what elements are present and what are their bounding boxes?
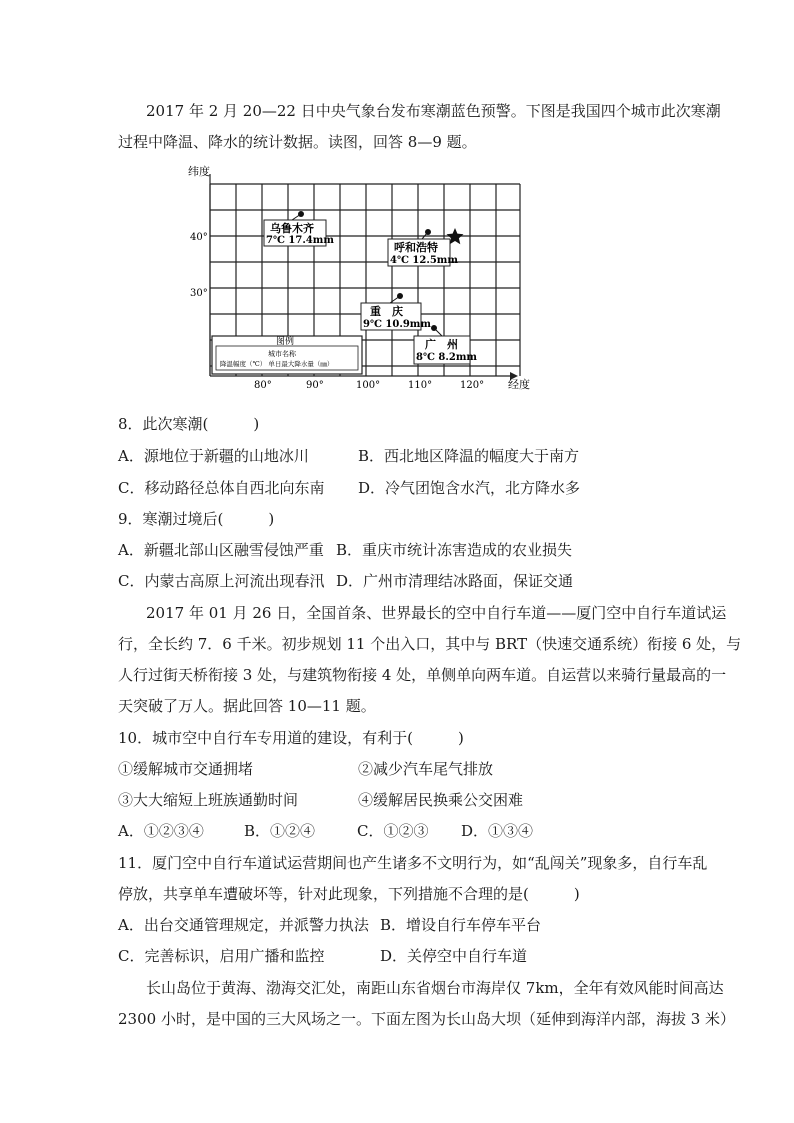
- q8-option-a: A．源地位于新疆的山地冰川: [118, 447, 309, 465]
- passage2-line-3: 人行过街天桥衔接 3 处，与建筑物衔接 4 处，单侧单向两车道。自运营以来骑行量最高的一: [118, 666, 727, 684]
- q9-stem: 9．寒潮过境后( ): [118, 510, 275, 528]
- x-axis-label: 经度: [508, 378, 530, 391]
- q10-item-2: ②减少汽车尾气排放: [358, 760, 494, 778]
- q9-option-c: C．内蒙古高原上河流出现春汛: [118, 572, 325, 590]
- q11-option-c: C．完善标识，启用广播和监控: [118, 947, 325, 965]
- legend-title: 图例: [276, 337, 295, 347]
- city-chongqing-values: 9℃ 10.9mm: [363, 319, 431, 330]
- intro-line-1: 2017 年 2 月 20—22 日中央气象台发布寒潮蓝色预警。下图是我国四个城市此次寒潮: [146, 102, 721, 120]
- y-tick-40: 40°: [190, 232, 208, 243]
- x-tick-110: 110°: [408, 380, 433, 391]
- intro-line-2: 过程中降温、降水的统计数据。读图，回答 8—9 题。: [118, 133, 477, 151]
- legend-line1: 城市名称: [268, 350, 296, 358]
- x-tick-120: 120°: [460, 380, 485, 391]
- passage2-line-1: 2017 年 01 月 26 日，全国首条、世界最长的空中自行车道——厦门空中自行车道试运: [146, 604, 727, 622]
- q8-option-c: C．移动路径总体自西北向东南: [118, 479, 325, 497]
- city-guangzhou-values: 8℃ 8.2mm: [416, 352, 477, 363]
- passage3-line-1: 长山岛位于黄海、渤海交汇处，南距山东省烟台市海岸仅 7km，全年有效风能时间高达: [146, 979, 724, 997]
- city-chongqing: [361, 293, 431, 330]
- passage3-line-2: 2300 小时，是中国的三大风场之一。下面左图为长山岛大坝（延伸到海洋内部，海拔 3 米）: [118, 1010, 736, 1028]
- city-chongqing-name: 重 庆: [370, 305, 403, 318]
- map-legend: [212, 335, 362, 374]
- q8-option-d: D．冷气团饱含水汽，北方降水多: [358, 479, 581, 497]
- city-guangzhou: [414, 325, 477, 364]
- x-tick-80: 80°: [254, 380, 272, 391]
- legend-line2: 降温幅度（℃） 单日最大降水量（㎜）: [220, 360, 334, 368]
- q9-option-a: A．新疆北部山区融雪侵蚀严重: [118, 541, 324, 559]
- x-tick-100: 100°: [356, 380, 381, 391]
- q10-option-c: C．①②③: [357, 822, 429, 840]
- q11-option-a: A．出台交通管理规定，并派警力执法: [118, 916, 369, 934]
- city-urumqi: [264, 211, 334, 246]
- y-axis-label: 纬度: [188, 165, 210, 178]
- y-tick-30: 30°: [190, 288, 208, 299]
- q9-option-b: B．重庆市统计冻害造成的农业损失: [336, 541, 573, 559]
- q11-option-d: D．关停空中自行车道: [380, 947, 528, 965]
- city-hohhot-values: 4℃ 12.5mm: [390, 255, 458, 266]
- q10-option-d: D．①③④: [461, 822, 534, 840]
- q11-option-b: B．增设自行车停车平台: [380, 916, 542, 934]
- city-urumqi-values: 7℃ 17.4mm: [266, 235, 334, 246]
- q9-option-d: D．广州市清理结冰路面，保证交通: [336, 572, 574, 590]
- q10-item-1: ①缓解城市交通拥堵: [118, 760, 254, 778]
- q10-item-4: ④缓解居民换乘公交困难: [358, 791, 524, 809]
- q11-stem-line-2: 停放，共享单车遭破坏等，针对此现象，下列措施不合理的是( ): [118, 885, 580, 903]
- cold-wave-map: [180, 162, 530, 400]
- x-tick-90: 90°: [306, 380, 324, 391]
- q8-stem: 8．此次寒潮( ): [118, 415, 260, 433]
- passage2-line-4: 天突破了万人。据此回答 10—11 题。: [118, 697, 376, 715]
- city-hohhot-name: 呼和浩特: [394, 241, 438, 254]
- city-guangzhou-name: 广 州: [425, 338, 458, 351]
- q10-stem: 10．城市空中自行车专用道的建设，有利于( ): [118, 729, 464, 747]
- q10-item-3: ③大大缩短上班族通勤时间: [118, 791, 299, 809]
- q11-stem-line-1: 11．厦门空中自行车道试运营期间也产生诸多不文明行为，如“乱闯关”现象多，自行车乱: [118, 854, 708, 872]
- q10-option-b: B．①②④: [244, 822, 316, 840]
- q10-option-a: A．①②③④: [118, 822, 204, 840]
- city-urumqi-name: 乌鲁木齐: [270, 222, 314, 235]
- q8-option-b: B．西北地区降温的幅度大于南方: [358, 447, 580, 465]
- passage2-line-2: 行，全长约 7．6 千米。初步规划 11 个出入口，其中与 BRT（快速交通系统）衔接 6 处，与: [118, 635, 742, 653]
